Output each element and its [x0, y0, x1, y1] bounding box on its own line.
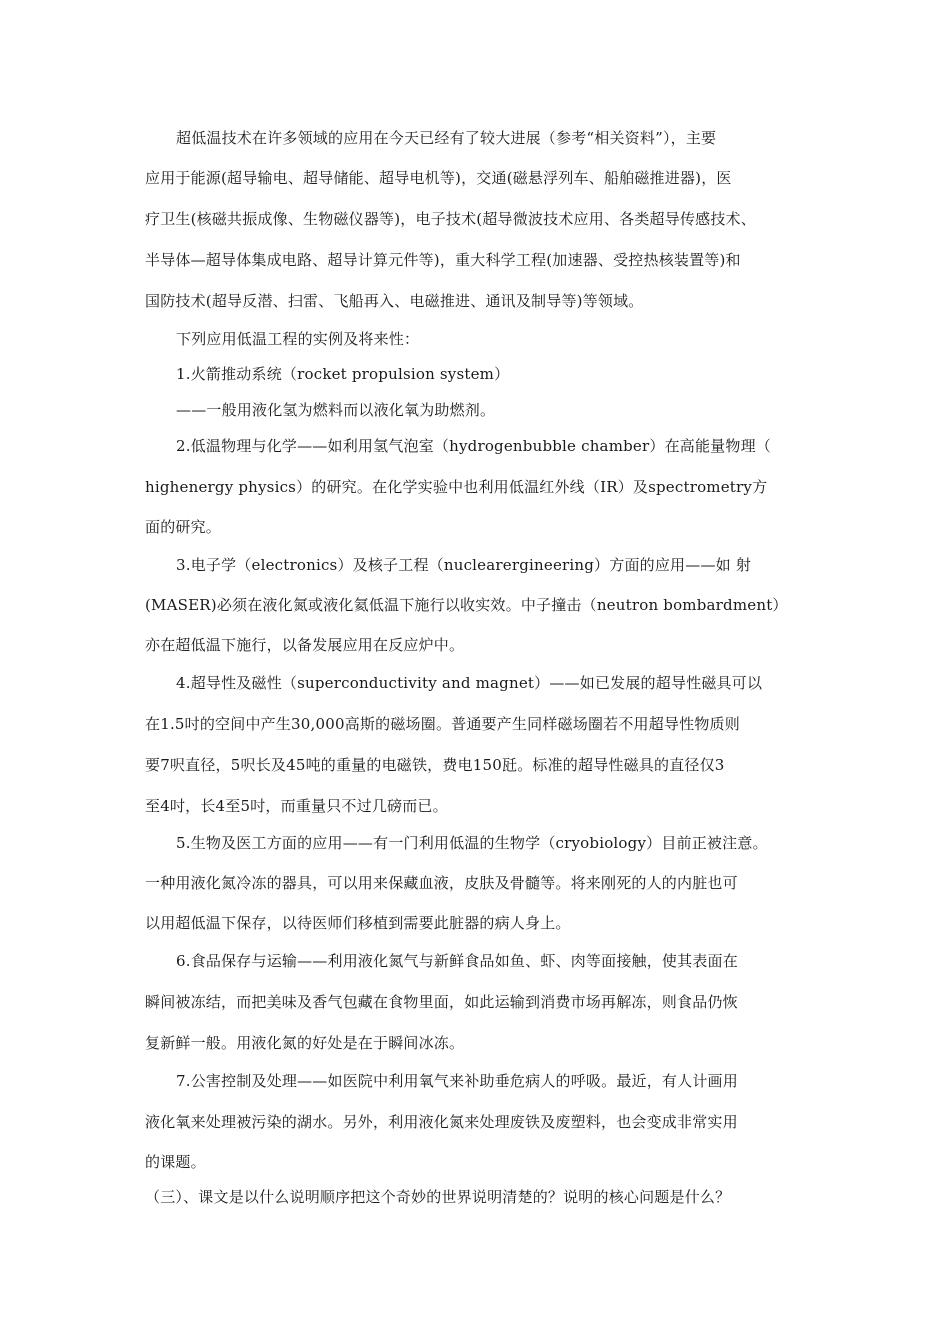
list-item-line: 3.电子学（electronics）及核子工程（nuclearergineering）方面的应用——如 射 [176, 556, 752, 574]
paragraph-line: 超低温技术在许多领域的应用在今天已经有了较大进展（参考“相关资料”），主要 [176, 129, 717, 147]
list-item-line: 至4吋，长4至5吋，而重量只不过几磅而已。 [145, 797, 448, 815]
list-item-line: 的课题。 [145, 1153, 206, 1171]
paragraph-line: 下列应用低温工程的实例及将来性： [176, 330, 420, 348]
list-item-line: (MASER)必须在液化氮或液化氦低温下施行以收实效。中子撞击（neutron bombardment） [145, 596, 788, 614]
list-item-line: 面的研究。 [145, 518, 222, 536]
list-item-line: 1.火箭推动系统（rocket propulsion system） [176, 365, 510, 383]
list-item-line: 以用超低温下保存，以待医师们移植到需要此脏器的病人身上。 [145, 914, 571, 932]
list-item-line: ——一般用液化氢为燃料而以液化氧为助燃剂。 [176, 401, 496, 419]
paragraph-line: 疗卫生(核磁共振成像、生物磁仪器等)，电子技术(超导微波技术应用、各类超导传感技术、 [145, 210, 756, 228]
list-item-line: 复新鲜一般。用液化氮的好处是在于瞬间冰冻。 [145, 1034, 465, 1052]
paragraph-line: 国防技术(超导反潜、扫雷、飞船再入、电磁推进、通讯及制导等)等领域。 [145, 292, 644, 310]
list-item-line: 5.生物及医工方面的应用——有一门利用低温的生物学（cryobiology）目前正被注意。 [176, 834, 768, 852]
list-item-line: 亦在超低温下施行，以备发展应用在反应炉中。 [145, 636, 465, 654]
list-item-line: 2.低温物理与化学——如利用氢气泡室（hydrogenbubble chamber）在高能量物理（ [176, 437, 771, 455]
list-item-line: highenergy physics）的研究。在化学实验中也利用低温红外线（IR）及spectrometry方 [145, 478, 768, 496]
list-item-line: 一种用液化氮冷冻的器具，可以用来保藏血液，皮肤及骨髓等。将来刚死的人的内脏也可 [145, 874, 738, 892]
question-heading: （三）、课文是以什么说明顺序把这个奇妙的世界说明清楚的？说明的核心问题是什么？ [145, 1188, 731, 1206]
list-item-line: 6.食品保存与运输——利用液化氮气与新鲜食品如鱼、虾、肉等面接触，使其表面在 [176, 952, 738, 970]
paragraph-line: 应用于能源(超导输电、超导储能、超导电机等)，交通(磁悬浮列车、船舶磁推进器)，医 [145, 169, 732, 187]
list-item-line: 要7呎直径，5呎长及45吨的重量的电磁铁，费电150瓩。标准的超导性磁具的直径仅3 [145, 756, 725, 774]
list-item-line: 在1.5吋的空间中产生30,000高斯的磁场圈。普通要产生同样磁场圈若不用超导性物质则 [145, 715, 740, 733]
list-item-line: 7.公害控制及处理——如医院中利用氧气来补助垂危病人的呼吸。最近，有人计画用 [176, 1072, 738, 1090]
paragraph-line: 半导体—超导体集成电路、超导计算元件等)，重大科学工程(加速器、受控热核装置等)和 [145, 251, 741, 269]
list-item-line: 液化氧来处理被污染的湖水。另外，利用液化氮来处理废铁及废塑料，也会变成非常实用 [145, 1113, 738, 1131]
list-item-line: 4.超导性及磁性（superconductivity and magnet）——如已发展的超导性磁具可以 [176, 674, 763, 692]
list-item-line: 瞬间被冻结，而把美味及香气包藏在食物里面，如此运输到消费市场再解冻，则食品仍恢 [145, 993, 738, 1011]
